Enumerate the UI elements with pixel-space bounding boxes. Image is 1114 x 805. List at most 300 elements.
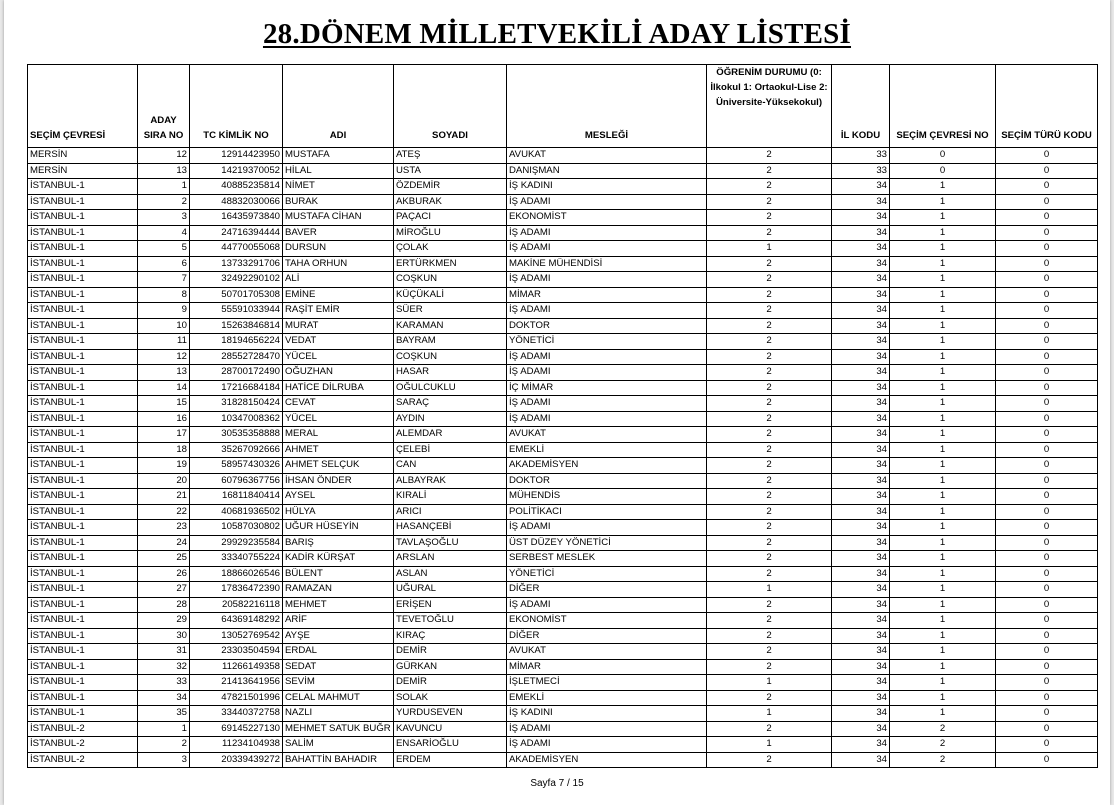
cell-soyadi: SOLAK [394,690,507,706]
cell-ogrenim-durumu: 2 [707,163,832,179]
cell-secim-cevresi: İSTANBUL-1 [28,241,138,257]
cell-aday-sira-no: 3 [138,752,190,768]
cell-il-kodu: 34 [832,721,890,737]
cell-secim-turu-kodu: 0 [996,690,1098,706]
cell-adi: ALİ [283,272,394,288]
table-row [28,737,1098,753]
cell-adi: MEHMET [283,597,394,613]
table-row [28,458,1098,474]
cell-soyadi: ASLAN [394,566,507,582]
cell-ogrenim-durumu: 2 [707,380,832,396]
cell-secim-cevresi: İSTANBUL-2 [28,721,138,737]
cell-meslegi: EKONOMİST [507,210,707,226]
cell-soyadi: DEMİR [394,644,507,660]
cell-secim-turu-kodu: 0 [996,442,1098,458]
table-row [28,427,1098,443]
cell-ogrenim-durumu: 2 [707,256,832,272]
cell-il-kodu: 33 [832,163,890,179]
cell-il-kodu: 34 [832,318,890,334]
cell-secim-cevresi: İSTANBUL-1 [28,473,138,489]
cell-adi: AYSEL [283,489,394,505]
cell-tc-kimlik-no: 10347008362 [190,411,283,427]
table-row [28,163,1098,179]
cell-ogrenim-durumu: 2 [707,303,832,319]
cell-secim-cevresi-no: 1 [890,520,996,536]
cell-ogrenim-durumu: 2 [707,504,832,520]
page-number: Sayfa 7 / 15 [530,778,584,789]
cell-ogrenim-durumu: 2 [707,659,832,675]
cell-secim-turu-kodu: 0 [996,210,1098,226]
cell-ogrenim-durumu: 2 [707,473,832,489]
cell-secim-cevresi-no: 1 [890,442,996,458]
cell-soyadi: TAVLAŞOĞLU [394,535,507,551]
cell-tc-kimlik-no: 16811840414 [190,489,283,505]
cell-aday-sira-no: 16 [138,411,190,427]
cell-secim-turu-kodu: 0 [996,659,1098,675]
cell-secim-cevresi: İSTANBUL-2 [28,737,138,753]
cell-ogrenim-durumu: 2 [707,427,832,443]
cell-aday-sira-no: 12 [138,349,190,365]
cell-adi: BÜLENT [283,566,394,582]
cell-secim-cevresi: İSTANBUL-1 [28,179,138,195]
cell-soyadi: HASANÇEBİ [394,520,507,536]
cell-il-kodu: 34 [832,442,890,458]
cell-tc-kimlik-no: 48832030066 [190,194,283,210]
cell-meslegi: İŞ ADAMI [507,303,707,319]
cell-aday-sira-no: 3 [138,210,190,226]
cell-il-kodu: 34 [832,194,890,210]
cell-soyadi: SÜER [394,303,507,319]
cell-aday-sira-no: 25 [138,551,190,567]
cell-meslegi: ÜST DÜZEY YÖNETİCİ [507,535,707,551]
cell-adi: MUSTAFA CİHAN [283,210,394,226]
cell-il-kodu: 34 [832,675,890,691]
cell-il-kodu: 34 [832,287,890,303]
cell-soyadi: ERDEM [394,752,507,768]
cell-adi: SALİM [283,737,394,753]
cell-secim-cevresi: İSTANBUL-1 [28,272,138,288]
cell-soyadi: PAÇACI [394,210,507,226]
table-row [28,551,1098,567]
cell-ogrenim-durumu: 2 [707,535,832,551]
col-header-meslegi: MESLEĞİ [507,65,707,148]
col-header-il-kodu: İL KODU [832,65,890,148]
cell-secim-cevresi-no: 1 [890,411,996,427]
cell-tc-kimlik-no: 31828150424 [190,396,283,412]
cell-secim-cevresi: İSTANBUL-1 [28,225,138,241]
cell-secim-cevresi: İSTANBUL-1 [28,489,138,505]
cell-secim-cevresi-no: 1 [890,551,996,567]
cell-tc-kimlik-no: 13733291706 [190,256,283,272]
cell-il-kodu: 34 [832,225,890,241]
cell-secim-cevresi-no: 1 [890,225,996,241]
cell-secim-cevresi-no: 1 [890,690,996,706]
cell-soyadi: UĞURAL [394,582,507,598]
cell-soyadi: ATEŞ [394,148,507,164]
cell-adi: EMİNE [283,287,394,303]
cell-il-kodu: 34 [832,752,890,768]
cell-secim-cevresi: İSTANBUL-2 [28,752,138,768]
cell-secim-cevresi-no: 1 [890,597,996,613]
cell-il-kodu: 34 [832,566,890,582]
cell-soyadi: ÖZDEMİR [394,179,507,195]
cell-tc-kimlik-no: 10587030802 [190,520,283,536]
cell-secim-cevresi-no: 0 [890,148,996,164]
cell-soyadi: OĞULCUKLU [394,380,507,396]
cell-secim-cevresi-no: 1 [890,582,996,598]
cell-secim-cevresi-no: 1 [890,194,996,210]
cell-tc-kimlik-no: 60796367756 [190,473,283,489]
cell-secim-turu-kodu: 0 [996,504,1098,520]
cell-soyadi: ALBAYRAK [394,473,507,489]
cell-soyadi: HASAR [394,365,507,381]
cell-adi: HÜLYA [283,504,394,520]
cell-meslegi: AVUKAT [507,644,707,660]
cell-secim-turu-kodu: 0 [996,644,1098,660]
cell-soyadi: AYDIN [394,411,507,427]
col-header-tc-kimlik-no: TC KİMLİK NO [190,65,283,148]
cell-aday-sira-no: 8 [138,287,190,303]
table-row [28,442,1098,458]
cell-ogrenim-durumu: 2 [707,148,832,164]
cell-adi: VEDAT [283,334,394,350]
cell-adi: CELAL MAHMUT [283,690,394,706]
cell-secim-turu-kodu: 0 [996,473,1098,489]
cell-adi: BARIŞ [283,535,394,551]
cell-secim-turu-kodu: 0 [996,737,1098,753]
cell-secim-cevresi-no: 2 [890,752,996,768]
cell-secim-cevresi-no: 1 [890,644,996,660]
cell-il-kodu: 34 [832,210,890,226]
cell-secim-cevresi: İSTANBUL-1 [28,520,138,536]
cell-soyadi: YURDUSEVEN [394,706,507,722]
cell-adi: BURAK [283,194,394,210]
cell-meslegi: İŞ ADAMI [507,241,707,257]
cell-adi: SEVİM [283,675,394,691]
cell-soyadi: KIRAÇ [394,628,507,644]
cell-adi: UĞUR HÜSEYİN [283,520,394,536]
cell-meslegi: DANIŞMAN [507,163,707,179]
cell-aday-sira-no: 2 [138,194,190,210]
cell-secim-turu-kodu: 0 [996,334,1098,350]
cell-aday-sira-no: 22 [138,504,190,520]
cell-ogrenim-durumu: 2 [707,520,832,536]
cell-secim-cevresi-no: 1 [890,241,996,257]
cell-tc-kimlik-no: 21413641956 [190,675,283,691]
table-row [28,706,1098,722]
cell-meslegi: POLİTİKACI [507,504,707,520]
cell-adi: AYŞE [283,628,394,644]
cell-meslegi: AKADEMİSYEN [507,752,707,768]
cell-secim-cevresi: MERSİN [28,163,138,179]
cell-adi: KADİR KÜRŞAT [283,551,394,567]
cell-secim-turu-kodu: 0 [996,365,1098,381]
col-header-aday-sira-no: ADAY SIRA NO [138,65,190,148]
table-row [28,752,1098,768]
cell-aday-sira-no: 10 [138,318,190,334]
cell-adi: AHMET SELÇUK [283,458,394,474]
cell-il-kodu: 34 [832,644,890,660]
cell-secim-turu-kodu: 0 [996,349,1098,365]
cell-meslegi: AVUKAT [507,427,707,443]
cell-tc-kimlik-no: 13052769542 [190,628,283,644]
cell-soyadi: ERTÜRKMEN [394,256,507,272]
cell-ogrenim-durumu: 2 [707,411,832,427]
cell-meslegi: DİĞER [507,628,707,644]
cell-aday-sira-no: 17 [138,427,190,443]
cell-meslegi: İŞ KADINI [507,179,707,195]
cell-il-kodu: 34 [832,597,890,613]
cell-ogrenim-durumu: 2 [707,752,832,768]
cell-secim-turu-kodu: 0 [996,179,1098,195]
col-header-soyadi: SOYADI [394,65,507,148]
cell-meslegi: İŞ ADAMI [507,411,707,427]
cell-secim-turu-kodu: 0 [996,721,1098,737]
cell-aday-sira-no: 23 [138,520,190,536]
table-row [28,194,1098,210]
cell-soyadi: ÇELEBİ [394,442,507,458]
table-row [28,380,1098,396]
cell-aday-sira-no: 20 [138,473,190,489]
cell-soyadi: KAVUNCU [394,721,507,737]
cell-secim-cevresi: İSTANBUL-1 [28,597,138,613]
cell-tc-kimlik-no: 18194656224 [190,334,283,350]
cell-tc-kimlik-no: 20339439272 [190,752,283,768]
cell-secim-turu-kodu: 0 [996,458,1098,474]
cell-adi: HATİCE DİLRUBA [283,380,394,396]
cell-secim-cevresi-no: 1 [890,272,996,288]
table-row [28,535,1098,551]
col-header-secim-cevresi: SEÇİM ÇEVRESİ [28,65,138,148]
cell-soyadi: SARAÇ [394,396,507,412]
cell-ogrenim-durumu: 2 [707,628,832,644]
col-header-ogrenim-durumu: ÖĞRENİM DURUMU (0: İlkokul 1: Ortaokul-Lise 2: Üniversite-Yüksekokul) [707,65,832,148]
cell-adi: DURSUN [283,241,394,257]
table-row [28,318,1098,334]
table-row [28,473,1098,489]
cell-meslegi: İŞ ADAMI [507,520,707,536]
cell-adi: RAMAZAN [283,582,394,598]
cell-soyadi: KÜÇÜKALİ [394,287,507,303]
cell-tc-kimlik-no: 58957430326 [190,458,283,474]
cell-secim-cevresi: İSTANBUL-1 [28,628,138,644]
cell-soyadi: ERİŞEN [394,597,507,613]
cell-soyadi: KIRALİ [394,489,507,505]
cell-tc-kimlik-no: 64369148292 [190,613,283,629]
cell-tc-kimlik-no: 47821501996 [190,690,283,706]
cell-secim-cevresi: İSTANBUL-1 [28,194,138,210]
cell-tc-kimlik-no: 11266149358 [190,659,283,675]
cell-meslegi: AKADEMİSYEN [507,458,707,474]
cell-il-kodu: 34 [832,179,890,195]
cell-il-kodu: 34 [832,241,890,257]
cell-adi: MURAT [283,318,394,334]
cell-ogrenim-durumu: 1 [707,675,832,691]
cell-aday-sira-no: 35 [138,706,190,722]
cell-secim-cevresi: İSTANBUL-1 [28,334,138,350]
table-row [28,520,1098,536]
cell-aday-sira-no: 1 [138,179,190,195]
cell-il-kodu: 34 [832,706,890,722]
cell-secim-turu-kodu: 0 [996,241,1098,257]
cell-soyadi: CAN [394,458,507,474]
table-row [28,582,1098,598]
cell-secim-turu-kodu: 0 [996,225,1098,241]
cell-secim-cevresi: İSTANBUL-1 [28,287,138,303]
cell-tc-kimlik-no: 28700172490 [190,365,283,381]
table-row [28,690,1098,706]
cell-adi: SEDAT [283,659,394,675]
cell-il-kodu: 34 [832,427,890,443]
cell-secim-cevresi-no: 1 [890,256,996,272]
cell-secim-turu-kodu: 0 [996,287,1098,303]
cell-tc-kimlik-no: 11234104938 [190,737,283,753]
cell-secim-cevresi: İSTANBUL-1 [28,396,138,412]
cell-ogrenim-durumu: 2 [707,287,832,303]
table-row [28,613,1098,629]
cell-tc-kimlik-no: 44770055068 [190,241,283,257]
cell-il-kodu: 34 [832,659,890,675]
cell-secim-cevresi-no: 0 [890,163,996,179]
cell-secim-turu-kodu: 0 [996,628,1098,644]
cell-ogrenim-durumu: 2 [707,458,832,474]
cell-secim-turu-kodu: 0 [996,396,1098,412]
cell-meslegi: İŞ ADAMI [507,272,707,288]
cell-meslegi: İŞ ADAMI [507,721,707,737]
cell-ogrenim-durumu: 2 [707,613,832,629]
table-row [28,504,1098,520]
cell-tc-kimlik-no: 20582216118 [190,597,283,613]
page-title: 28.DÖNEM MİLLETVEKİLİ ADAY LİSTESİ [262,18,852,50]
table-row [28,349,1098,365]
cell-il-kodu: 34 [832,396,890,412]
table-row [28,334,1098,350]
cell-secim-cevresi-no: 1 [890,179,996,195]
cell-aday-sira-no: 6 [138,256,190,272]
cell-secim-turu-kodu: 0 [996,675,1098,691]
cell-tc-kimlik-no: 35267092666 [190,442,283,458]
cell-secim-cevresi: İSTANBUL-1 [28,659,138,675]
cell-soyadi: AKBURAK [394,194,507,210]
cell-secim-cevresi-no: 1 [890,473,996,489]
cell-tc-kimlik-no: 40885235814 [190,179,283,195]
table-row [28,644,1098,660]
cell-secim-cevresi-no: 1 [890,318,996,334]
cell-secim-turu-kodu: 0 [996,566,1098,582]
cell-secim-turu-kodu: 0 [996,613,1098,629]
cell-il-kodu: 34 [832,628,890,644]
cell-adi: TAHA ORHUN [283,256,394,272]
cell-tc-kimlik-no: 23303504594 [190,644,283,660]
cell-ogrenim-durumu: 2 [707,349,832,365]
cell-aday-sira-no: 27 [138,582,190,598]
cell-il-kodu: 34 [832,613,890,629]
cell-secim-cevresi: İSTANBUL-1 [28,427,138,443]
cell-ogrenim-durumu: 2 [707,489,832,505]
cell-meslegi: İŞ KADINI [507,706,707,722]
cell-il-kodu: 34 [832,334,890,350]
cell-secim-cevresi: İSTANBUL-1 [28,349,138,365]
cell-aday-sira-no: 12 [138,148,190,164]
cell-meslegi: MİMAR [507,659,707,675]
cell-ogrenim-durumu: 1 [707,737,832,753]
cell-meslegi: MAKİNE MÜHENDİSİ [507,256,707,272]
cell-il-kodu: 34 [832,349,890,365]
table-header-row [28,65,1098,148]
col-header-secim-cevresi-no: SEÇİM ÇEVRESİ NO [890,65,996,148]
cell-meslegi: AVUKAT [507,148,707,164]
cell-secim-cevresi-no: 2 [890,721,996,737]
cell-tc-kimlik-no: 33440372758 [190,706,283,722]
table-row [28,628,1098,644]
cell-secim-turu-kodu: 0 [996,303,1098,319]
cell-secim-turu-kodu: 0 [996,535,1098,551]
cell-secim-cevresi-no: 1 [890,628,996,644]
cell-aday-sira-no: 13 [138,163,190,179]
cell-ogrenim-durumu: 2 [707,396,832,412]
cell-adi: NAZLI [283,706,394,722]
cell-soyadi: ARSLAN [394,551,507,567]
cell-il-kodu: 34 [832,489,890,505]
cell-secim-cevresi: İSTANBUL-1 [28,535,138,551]
table-row [28,256,1098,272]
cell-ogrenim-durumu: 2 [707,597,832,613]
cell-ogrenim-durumu: 2 [707,551,832,567]
cell-adi: İHSAN ÖNDER [283,473,394,489]
cell-il-kodu: 34 [832,411,890,427]
cell-secim-cevresi: İSTANBUL-1 [28,582,138,598]
cell-secim-turu-kodu: 0 [996,411,1098,427]
cell-meslegi: SERBEST MESLEK [507,551,707,567]
cell-tc-kimlik-no: 16435973840 [190,210,283,226]
table-row [28,675,1098,691]
table-row [28,210,1098,226]
cell-meslegi: İŞ ADAMI [507,349,707,365]
cell-il-kodu: 34 [832,365,890,381]
cell-secim-cevresi-no: 1 [890,706,996,722]
cell-ogrenim-durumu: 2 [707,194,832,210]
cell-aday-sira-no: 19 [138,458,190,474]
cell-secim-cevresi: İSTANBUL-1 [28,318,138,334]
cell-secim-cevresi-no: 1 [890,334,996,350]
cell-il-kodu: 34 [832,380,890,396]
cell-aday-sira-no: 26 [138,566,190,582]
col-header-secim-turu-kodu: SEÇİM TÜRÜ KODU [996,65,1098,148]
cell-secim-turu-kodu: 0 [996,380,1098,396]
cell-tc-kimlik-no: 33340755224 [190,551,283,567]
cell-secim-cevresi-no: 1 [890,287,996,303]
cell-secim-cevresi: İSTANBUL-1 [28,675,138,691]
cell-il-kodu: 34 [832,582,890,598]
cell-adi: CEVAT [283,396,394,412]
cell-tc-kimlik-no: 28552728470 [190,349,283,365]
cell-secim-turu-kodu: 0 [996,597,1098,613]
cell-secim-turu-kodu: 0 [996,272,1098,288]
cell-secim-cevresi: İSTANBUL-1 [28,551,138,567]
cell-meslegi: MÜHENDİS [507,489,707,505]
cell-secim-turu-kodu: 0 [996,520,1098,536]
cell-tc-kimlik-no: 15263846814 [190,318,283,334]
cell-secim-turu-kodu: 0 [996,582,1098,598]
cell-secim-cevresi-no: 1 [890,458,996,474]
table-row [28,148,1098,164]
cell-aday-sira-no: 30 [138,628,190,644]
cell-adi: BAVER [283,225,394,241]
cell-ogrenim-durumu: 2 [707,566,832,582]
cell-secim-cevresi: İSTANBUL-1 [28,613,138,629]
cell-meslegi: DOKTOR [507,318,707,334]
cell-secim-cevresi: İSTANBUL-1 [28,210,138,226]
